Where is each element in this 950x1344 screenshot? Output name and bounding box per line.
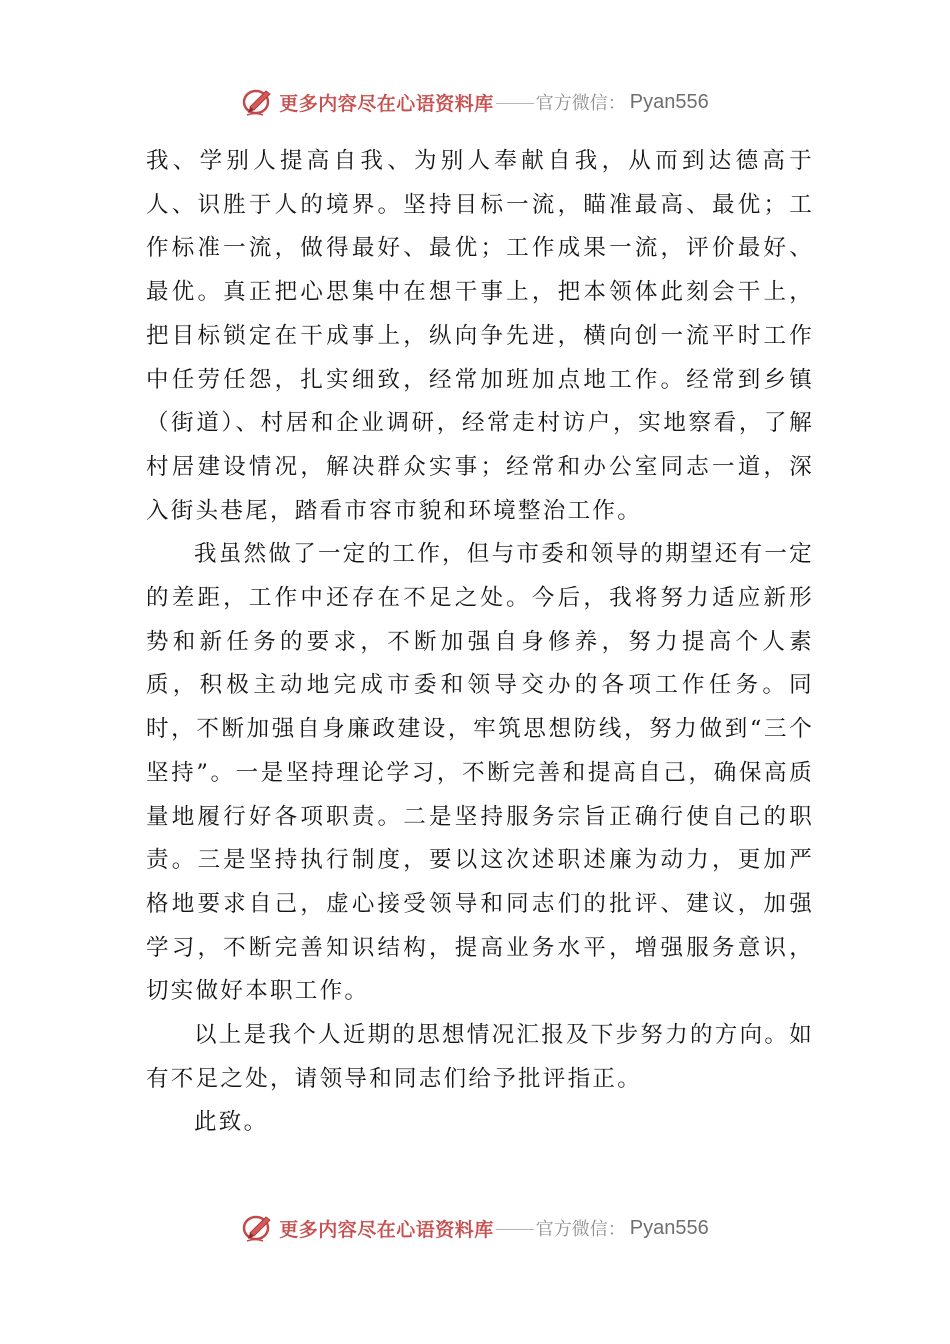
pen-logo-icon <box>241 1211 275 1245</box>
watermark-brand-text: 更多内容尽在心语资料库 <box>279 1218 494 1241</box>
watermark-brand-text: 更多内容尽在心语资料库 <box>279 92 494 115</box>
watermark-dash <box>496 103 534 104</box>
watermark-wechat-label: 官方微信： <box>535 1219 626 1240</box>
header-watermark-banner <box>0 82 950 122</box>
paragraph-future-plans: 我虽然做了一定的工作，但与市委和领导的期望还有一定的差距，工作中还存在不足之处。今后，我将努力适应新形势和新任务的要求，不断加强自身修养，努力提高个人素质，积极主动地完成市委和领导交办的各项工作任务。同时，不断加强自身廉政建设，牢筑思想防线，努力做到“三个坚持”。一是坚持理论学习，不断完善和提高自己，确保高质量地履行好各项职责。二是坚持服务宗旨正确行使自己的职责。三是坚持执行制度，要以这次述职述廉为动力，更加严格地要求自己，虚心接受领导和同志们的批评、建议，加强学习，不断完善知识结构，提高业务水平，增强服务意识，切实做好本职工作。 <box>146 541 815 1005</box>
document-body <box>146 140 814 1145</box>
watermark-wechat-handle: Pyan556 <box>629 90 709 113</box>
watermark-wechat-label: 官方微信： <box>535 93 626 114</box>
pen-logo-icon <box>241 85 275 119</box>
paragraph-continuation: 我、学别人提高自我、为别人奉献自我，从而到达德高于人、识胜于人的境界。坚持目标一流，瞄准最高、最优；工作标准一流，做得最好、最优；工作成果一流，评价最好、最优。真正把心思集中在想干事上，把本领体此刻会干上，把目标锁定在干成事上，纵向争先进，横向创一流平时工作中任劳任怨，扎实细致，经常加班加点地工作。经常到乡镇（街道）、村居和企业调研，经常走村访户，实地察看，了解村居建设情况，解决群众实事；经常和办公室同志一道，深入街头巷尾，踏看市容市貌和环境整治工作。 <box>146 148 814 524</box>
paragraph-conclusion: 以上是我个人近期的思想情况汇报及下步努力的方向。如有不足之处，请领导和同志们给予批评指正。 <box>146 1022 815 1092</box>
watermark-wechat-handle: Pyan556 <box>629 1216 709 1239</box>
footer-watermark-banner <box>0 1208 950 1248</box>
watermark-dash <box>496 1229 534 1230</box>
paragraph-closing: 此致。 <box>194 1109 269 1136</box>
